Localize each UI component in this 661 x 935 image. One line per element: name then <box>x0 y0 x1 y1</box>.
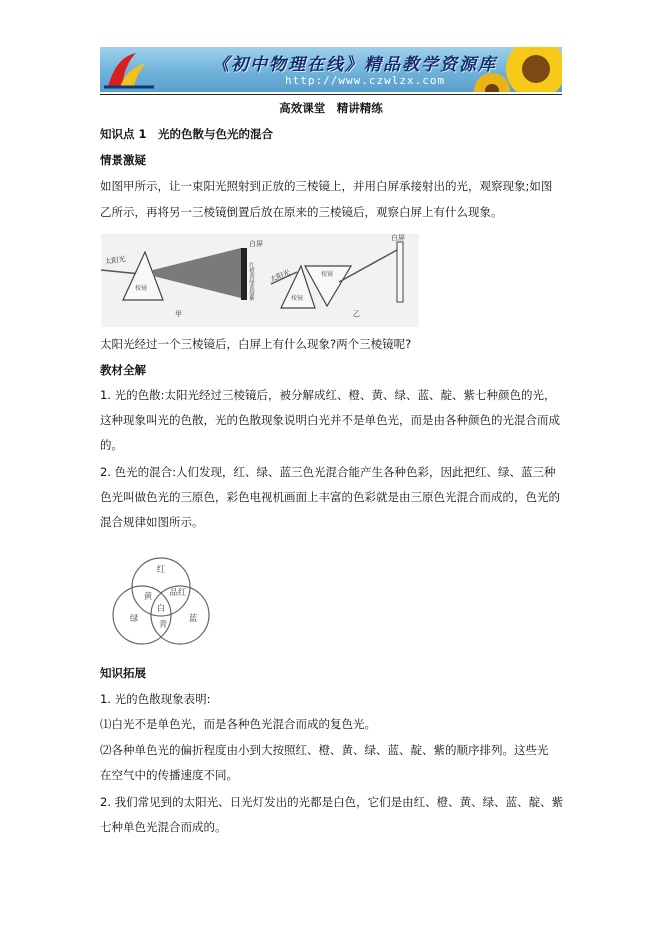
header-banner <box>100 47 562 92</box>
extension-line: ⑵各种单色光的偏折程度由小到大按照红、橙、黄、绿、蓝、靛、紫的顺序排列。这些光 <box>100 743 549 757</box>
venn-white: 白 <box>156 604 166 614</box>
section-heading: 知识点 1 光的色散与色光的混合 <box>100 127 274 141</box>
site-logo-icon <box>102 49 156 90</box>
extension-line: 七种单色光混合而成的。 <box>100 820 227 834</box>
banner-url[interactable]: http://www.czwlzx.com <box>285 74 446 87</box>
left-prism-label: 棱镜 <box>135 285 148 292</box>
question-text: 太阳光经过一个三棱镜后，白屏上有什么现象?两个三棱镜呢? <box>100 337 412 351</box>
extension-line: 1. 光的色散现象表明: <box>100 692 211 706</box>
header-rule <box>100 94 562 95</box>
venn-green: 绿 <box>129 614 139 624</box>
right-prism-1-label: 棱镜 <box>291 295 304 302</box>
sunflower-icon <box>452 47 562 92</box>
left-caption: 甲 <box>175 310 182 318</box>
extension-heading: 知识拓展 <box>100 666 146 680</box>
venn-magenta: 品红 <box>169 588 187 598</box>
paragraph-line: 色光叫做色光的三原色，彩色电视机画面上丰富的色彩就是由三原色光混合而成的，色光的 <box>100 490 560 504</box>
venn-yellow: 黄 <box>143 592 153 602</box>
extension-line: ⑴白光不是单色光，而是各种色光混合而成的复色光。 <box>100 717 376 731</box>
extension-line: 2. 我们常见到的太阳光、日光灯发出的光都是白色，它们是由红、橙、黄、绿、蓝、靛、紫 <box>100 795 564 809</box>
paragraph-line: 这种现象叫光的色散，光的色散现象说明白光并不是单色光，而是由各种颜色的光混合而成 <box>100 413 560 427</box>
scene-line: 乙所示，再将另一三棱镜倒置后放在原来的三棱镜后，观察白屏上有什么现象。 <box>100 205 503 219</box>
scene-line: 如图甲所示，让一束阳光照射到正放的三棱镜上，并用白屏承接射出的光，观察现象;如图 <box>100 179 553 193</box>
spectrum-beam <box>153 248 241 298</box>
page-title: 高效课堂 精讲精练 <box>279 101 383 115</box>
left-screen-label: 白屏 <box>249 240 263 248</box>
venn-red: 红 <box>156 565 166 575</box>
paragraph-line: 2. 色光的混合:人们发现，红、绿、蓝三色光混合能产生各种色彩，因此把红、绿、蓝三种 <box>100 465 556 479</box>
paragraph-line: 1. 光的色散:太阳光经过三棱镜后，被分解成红、橙、黄、绿、蓝、靛、紫七种颜色的光， <box>100 388 556 402</box>
scene-heading: 情景激疑 <box>100 153 146 167</box>
right-sun-label: 太阳光 <box>268 268 292 284</box>
green-circle <box>113 586 171 644</box>
color-mixing-venn <box>104 553 219 651</box>
left-colors-label: 红橙黄绿蓝靛紫 <box>248 262 254 301</box>
venn-blue: 蓝 <box>188 614 198 624</box>
textbook-heading: 教材全解 <box>100 363 146 377</box>
right-caption: 乙 <box>353 310 360 318</box>
prism-figure <box>101 234 419 327</box>
paragraph-line: 混合规律如图所示。 <box>100 515 204 529</box>
right-screen-label: 白屏 <box>391 234 405 242</box>
right-prism-2-label: 棱镜 <box>321 271 334 278</box>
paragraph-line: 的。 <box>100 438 123 452</box>
banner-title: 《初中物理在线》精品教学资源库 <box>212 55 497 75</box>
extension-line: 在空气中的传播速度不同。 <box>100 768 238 782</box>
left-sun-label: 太阳光 <box>104 255 127 266</box>
left-white-screen <box>241 248 247 300</box>
right-white-screen <box>397 242 403 302</box>
venn-cyan: 青 <box>158 620 168 630</box>
